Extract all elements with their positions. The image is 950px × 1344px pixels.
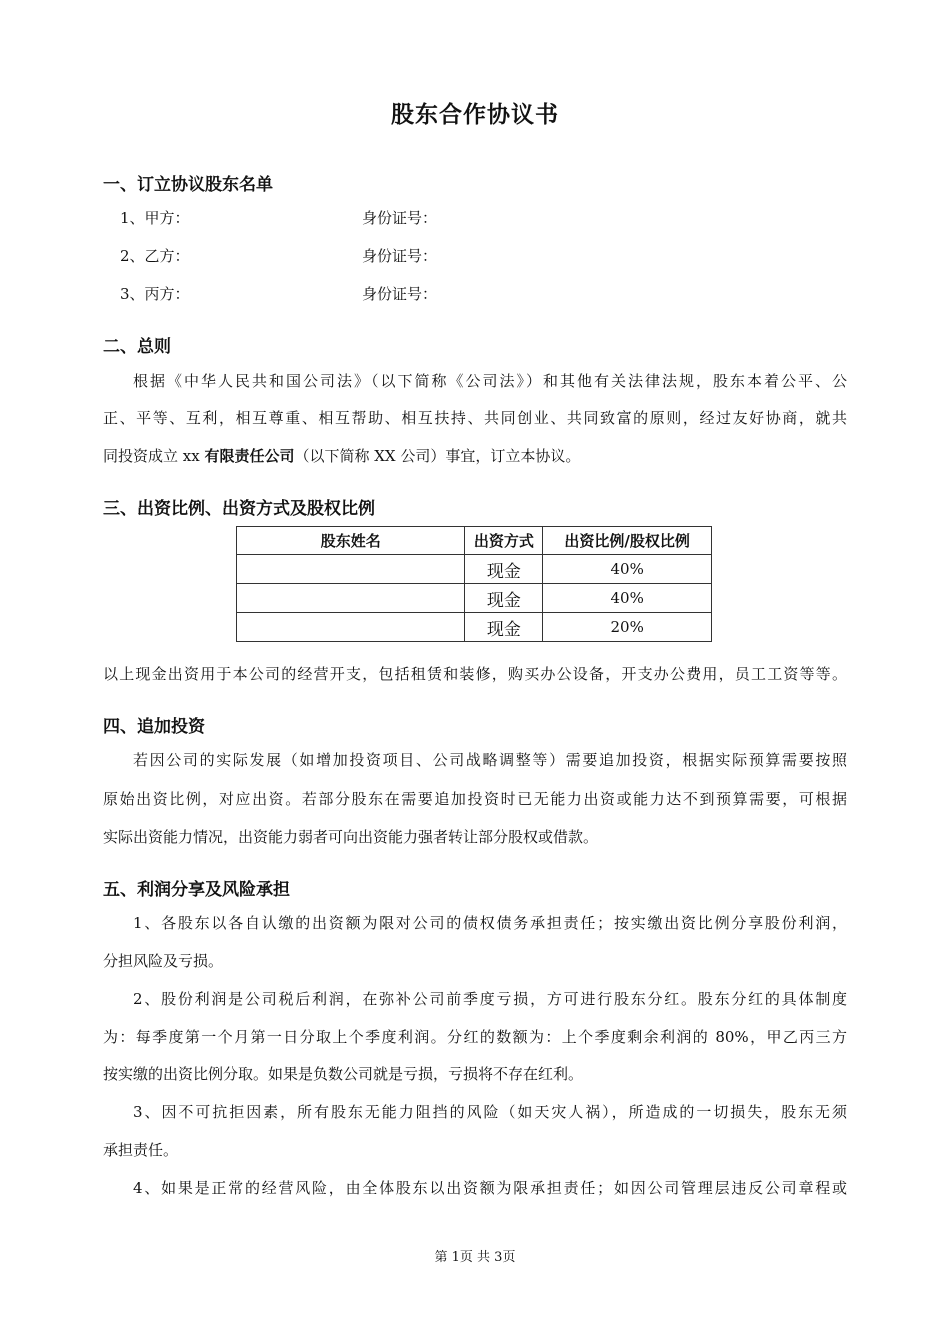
profit-clause-1-line: 1、各股东以各自认缴的出资额为限对公司的债权债务承担责任；按实缴出资比例分享股份利润， xyxy=(133,914,847,932)
additional-investment-line: 原始出资比例，对应出资。若部分股东在需要追加投资时已无能力出资或能力达不到预算需要，可根据 xyxy=(103,790,847,808)
party-a-id-label: 身份证号： xyxy=(362,209,438,227)
section-1-heading: 一、订立协议股东名单 xyxy=(103,175,273,195)
additional-investment-line: 若因公司的实际发展（如增加投资项目、公司战略调整等）需要追加投资，根据实际预算需要按照 xyxy=(133,751,847,769)
company-type: 有限责任公司 xyxy=(204,447,295,465)
general-line-pre: 同投资成立 xx xyxy=(103,447,205,465)
section-5-heading: 五、利润分享及风险承担 xyxy=(103,880,290,900)
section-4-heading: 四、追加投资 xyxy=(103,717,205,737)
cell-method: 现金 xyxy=(465,613,543,642)
general-line xyxy=(103,446,580,466)
party-a-label: 1、甲方： xyxy=(120,209,190,227)
general-line-post: （以下简称 XX 公司）事宜，订立本协议。 xyxy=(294,447,581,465)
profit-clause-3-line: 3、因不可抗拒因素，所有股东无能力阻挡的风险（如天灾人祸），所造成的一切损失，股东无须 xyxy=(133,1103,847,1121)
profit-clause-4-line: 4、如果是正常的经营风险，由全体股东以出资额为限承担责任；如因公司管理层违反公司章程或 xyxy=(133,1179,847,1197)
general-line: 正、平等、互利，相互尊重、相互帮助、相互扶持、共同创业、共同致富的原则，经过友好协商，就共 xyxy=(103,409,847,427)
section-2-heading: 二、总则 xyxy=(103,337,171,357)
cell-ratio: 40% xyxy=(543,584,712,613)
cell-name xyxy=(237,584,465,613)
profit-clause-2-line: 按实缴的出资比例分取。如果是负数公司就是亏损，亏损将不存在红利。 xyxy=(103,1065,584,1083)
cell-name xyxy=(237,613,465,642)
table-row xyxy=(237,584,712,613)
header-contribution-method: 出资方式 xyxy=(465,527,543,555)
cell-method: 现金 xyxy=(465,555,543,584)
profit-clause-2-line: 2、股份利润是公司税后利润，在弥补公司前季度亏损，方可进行股东分红。股东分红的具体制度 xyxy=(133,990,847,1008)
table-row xyxy=(237,613,712,642)
additional-investment-line: 实际出资能力情况，出资能力弱者可向出资能力强者转让部分股权或借款。 xyxy=(103,828,599,846)
cell-ratio: 40% xyxy=(543,555,712,584)
header-contribution-ratio: 出资比例/股权比例 xyxy=(543,527,712,555)
party-c-id-label: 身份证号： xyxy=(362,285,438,303)
funds-usage-note: 以上现金出资用于本公司的经营开支，包括租赁和装修，购买办公设备，开支办公费用，员工工资等等。 xyxy=(103,665,847,683)
cell-ratio: 20% xyxy=(543,613,712,642)
page-footer: 第 1页 共 3页 xyxy=(434,1250,516,1265)
party-c-label: 3、丙方： xyxy=(120,285,190,303)
profit-clause-1-line: 分担风险及亏损。 xyxy=(103,952,224,970)
document-title: 股东合作协议书 xyxy=(391,102,559,128)
general-line: 根据《中华人民共和国公司法》（以下简称《公司法》）和其他有关法律法规，股东本着公平、公 xyxy=(133,372,847,390)
cell-method: 现金 xyxy=(465,584,543,613)
profit-clause-2-line: 为：每季度第一个月第一日分取上个季度利润。分红的数额为：上个季度剩余利润的 80%，甲乙丙三方 xyxy=(103,1028,847,1046)
header-shareholder-name: 股东姓名 xyxy=(237,527,465,555)
table-row xyxy=(237,555,712,584)
section-3-heading: 三、出资比例、出资方式及股权比例 xyxy=(103,499,375,519)
profit-clause-3-line: 承担责任。 xyxy=(103,1141,179,1159)
party-b-label: 2、乙方： xyxy=(120,247,190,265)
table-header-row xyxy=(237,527,712,555)
party-b-id-label: 身份证号： xyxy=(362,247,438,265)
equity-table xyxy=(236,526,712,642)
cell-name xyxy=(237,555,465,584)
